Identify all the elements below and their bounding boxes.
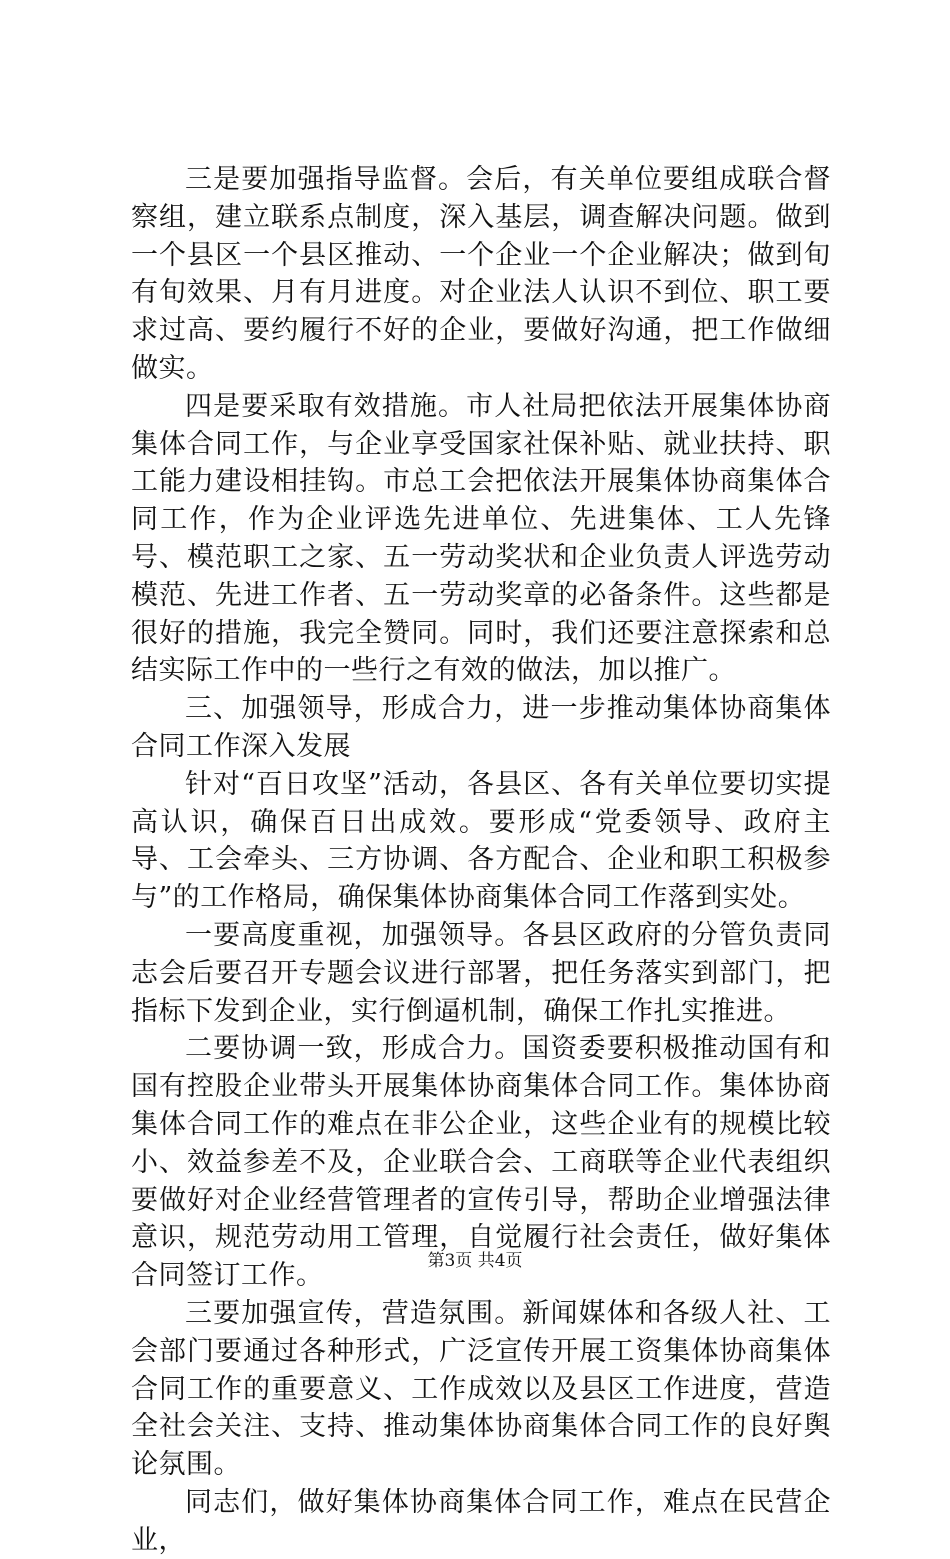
paragraph-hundred-days: 针对“百日攻坚”活动，各县区、各有关单位要切实提高认识，确保百日出成效。要形成“党委领导、政府主导、工会牵头、三方协调、各方配合、企业和职工积极参与”的工作格局，确保集体协商集体合同工作落到实处。 <box>131 768 831 914</box>
paragraph-measures: 四是要采取有效措施。市人社局把依法开展集体协商集体合同工作，与企业享受国家社保补贴、就业扶持、职工能力建设相挂钩。市总工会把依法开展集体协商集体合同工作，作为企业评选先进单位、先进集体、工人先锋号、模范职工之家、五一劳动奖状和企业负责人评选劳动模范、先进工作者、五一劳动奖章的必备条件。这些都是很好的措施，我完全赞同。同时，我们还要注意探索和总结实际工作中的一些行之有效的做法，加以推广。 <box>131 390 831 687</box>
paragraph-comrades: 同志们，做好集体协商集体合同工作，难点在民营企业， <box>131 1486 831 1556</box>
section-heading-leadership: 三、加强领导，形成合力，进一步推动集体协商集体合同工作深入发展 <box>131 693 831 762</box>
page-number-footer: 第3页 共4页 <box>427 1251 523 1271</box>
document-body <box>131 161 831 1559</box>
paragraph-attention: 一要高度重视，加强领导。各县区政府的分管负责同志会后要召开专题会议进行部署，把任务落实到部门，把指标下发到企业，实行倒逼机制，确保工作扎实推进。 <box>131 919 831 1027</box>
paragraph-publicity: 三要加强宣传，营造氛围。新闻媒体和各级人社、工会部门要通过各种形式，广泛宣传开展工资集体协商集体合同工作的重要意义、工作成效以及县区工作进度，营造全社会关注、支持、推动集体协商集体合同工作的良好舆论氛围。 <box>131 1297 831 1481</box>
paragraph-coordination: 二要协调一致，形成合力。国资委要积极推动国有和国有控股企业带头开展集体协商集体合同工作。集体协商集体合同工作的难点在非公企业，这些企业有的规模比较小、效益参差不及，企业联合会、工商联等企业代表组织要做好对企业经营管理者的宣传引导，帮助企业增强法律意识，规范劳动用工管理，自觉履行社会责任，做好集体合同签订工作。 <box>131 1033 831 1292</box>
paragraph-supervision: 三是要加强指导监督。会后，有关单位要组成联合督察组，建立联系点制度，深入基层，调查解决问题。做到一个县区一个县区推动、一个企业一个企业解决；做到旬有旬效果、月有月进度。对企业法人认识不到位、职工要求过高、要约履行不好的企业，要做好沟通，把工作做细做实。 <box>131 164 831 384</box>
